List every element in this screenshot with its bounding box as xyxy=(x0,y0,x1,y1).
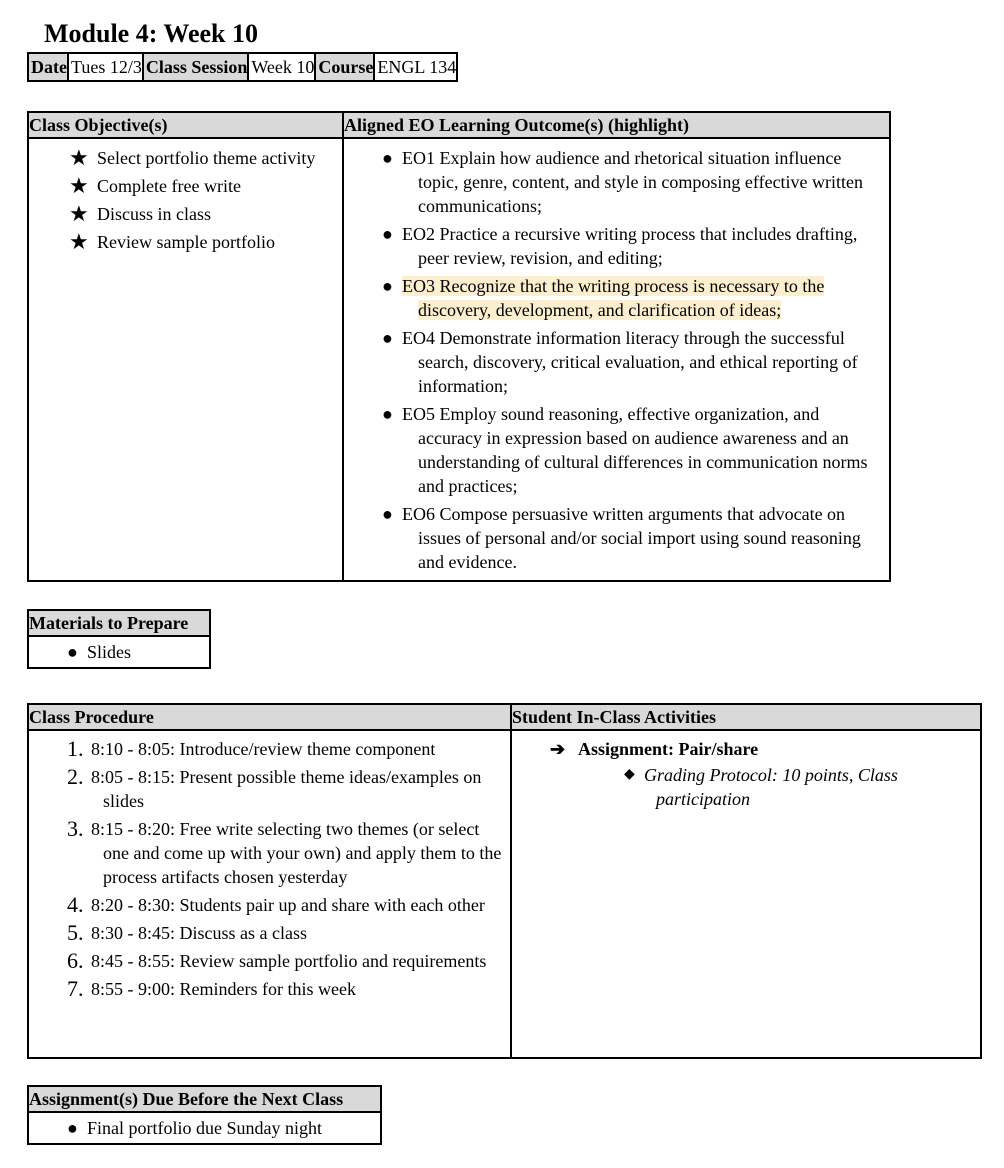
objective-item: ★ Review sample portfolio xyxy=(69,229,275,254)
assignments-due-header: Assignment(s) Due Before the Next Class xyxy=(28,1086,381,1112)
procedure-header: Class Procedure xyxy=(28,704,511,730)
assignments-due-item: ● Final portfolio due Sunday night xyxy=(29,1113,380,1143)
outcomes-header: Aligned EO Learning Outcome(s) (highlight) xyxy=(343,112,890,138)
course-label: Course xyxy=(315,53,374,81)
objectives-header: Class Objective(s) xyxy=(28,112,343,138)
objectives-table xyxy=(27,111,891,582)
procedure-table xyxy=(27,703,982,1059)
activities-cell xyxy=(511,730,981,1058)
bullet-icon: ● xyxy=(67,1118,78,1138)
outcome-item-eo5: ● EO5 Employ sound reasoning, effective organization, and accuracy in expression based on audience awareness and an understanding of cultural differences in communication norms and practices; xyxy=(382,404,868,496)
bullet-icon: ● xyxy=(382,404,393,424)
activity-assignment: ➔ Assignment: Pair/share xyxy=(512,735,980,763)
objectives-cell xyxy=(28,138,343,581)
arrow-right-icon: ➔ xyxy=(550,739,566,759)
session-label: Class Session xyxy=(143,53,249,81)
highlighted-outcome: EO3 Recognize that the writing process is necessary to the discovery, development, and clarification of ideas; xyxy=(402,276,825,320)
outcome-item-eo4: ● EO4 Demonstrate information literacy through the successful search, discovery, critical evaluation, and ethical reporting of information; xyxy=(382,328,858,396)
procedure-cell xyxy=(28,730,511,1058)
session-value: Week 10 xyxy=(248,53,315,81)
star-icon: ★ xyxy=(69,173,89,198)
bullet-icon: ● xyxy=(382,328,393,348)
objective-item: ★ Complete free write xyxy=(69,173,241,198)
assignments-due-table xyxy=(27,1085,382,1145)
outcomes-cell xyxy=(343,138,890,581)
materials-header: Materials to Prepare xyxy=(28,610,210,636)
materials-list xyxy=(29,637,209,667)
bullet-icon: ● xyxy=(67,642,78,662)
bullet-icon: ● xyxy=(382,276,393,296)
outcomes-list xyxy=(344,146,875,574)
outcome-item-eo1: ● EO1 Explain how audience and rhetorical situation influence topic, genre, content, and style in composing effective written communications; xyxy=(382,148,864,216)
outcome-item-eo6: ● EO6 Compose persuasive written arguments that advocate on issues of personal and/or social import using sound reasoning and evidence. xyxy=(382,504,861,572)
star-icon: ★ xyxy=(69,229,89,254)
materials-table xyxy=(27,609,211,669)
bullet-icon: ● xyxy=(382,148,393,168)
outcome-item-eo2: ● EO2 Practice a recursive writing process that includes drafting, peer review, revision, and editing; xyxy=(382,224,858,268)
assignments-due-cell xyxy=(28,1112,381,1144)
activity-grading: ◆ Grading Protocol: 10 points, Class participation xyxy=(624,765,898,809)
procedure-step: 5. 8:30 - 8:45: Discuss as a class xyxy=(67,920,307,945)
objective-item: ★ Select portfolio theme activity xyxy=(69,145,316,170)
procedure-step: 3. 8:15 - 8:20: Free write selecting two themes (or select one and come up with your own) and apply them to the process artifacts chosen yesterday xyxy=(67,816,502,887)
course-value: ENGL 134 xyxy=(374,53,457,81)
bullet-icon: ● xyxy=(382,504,393,524)
objective-item: ★ Discuss in class xyxy=(69,201,211,226)
objectives-list xyxy=(29,144,342,256)
procedure-list xyxy=(29,737,504,1001)
star-icon: ★ xyxy=(69,145,89,170)
procedure-step: 7. 8:55 - 9:00: Reminders for this week xyxy=(67,976,356,1001)
materials-item: ● Slides xyxy=(29,637,209,667)
diamond-icon: ◆ xyxy=(624,767,635,782)
procedure-step: 4. 8:20 - 8:30: Students pair up and share with each other xyxy=(67,892,485,917)
outcome-item-eo3 xyxy=(344,274,875,322)
procedure-step: 1. 8:10 - 8:05: Introduce/review theme component xyxy=(67,736,436,761)
procedure-step: 6. 8:45 - 8:55: Review sample portfolio and requirements xyxy=(67,948,487,973)
star-icon: ★ xyxy=(69,201,89,226)
date-value: Tues 12/3 xyxy=(68,53,143,81)
meta-table xyxy=(27,52,458,82)
assignments-due-list xyxy=(29,1113,380,1143)
page-title: Module 4: Week 10 xyxy=(44,19,259,48)
procedure-step: 2. 8:05 - 8:15: Present possible theme ideas/examples on slides xyxy=(67,764,482,811)
materials-cell xyxy=(28,636,210,668)
activities-header: Student In-Class Activities xyxy=(511,704,981,730)
bullet-icon: ● xyxy=(382,224,393,244)
date-label: Date xyxy=(28,53,68,81)
